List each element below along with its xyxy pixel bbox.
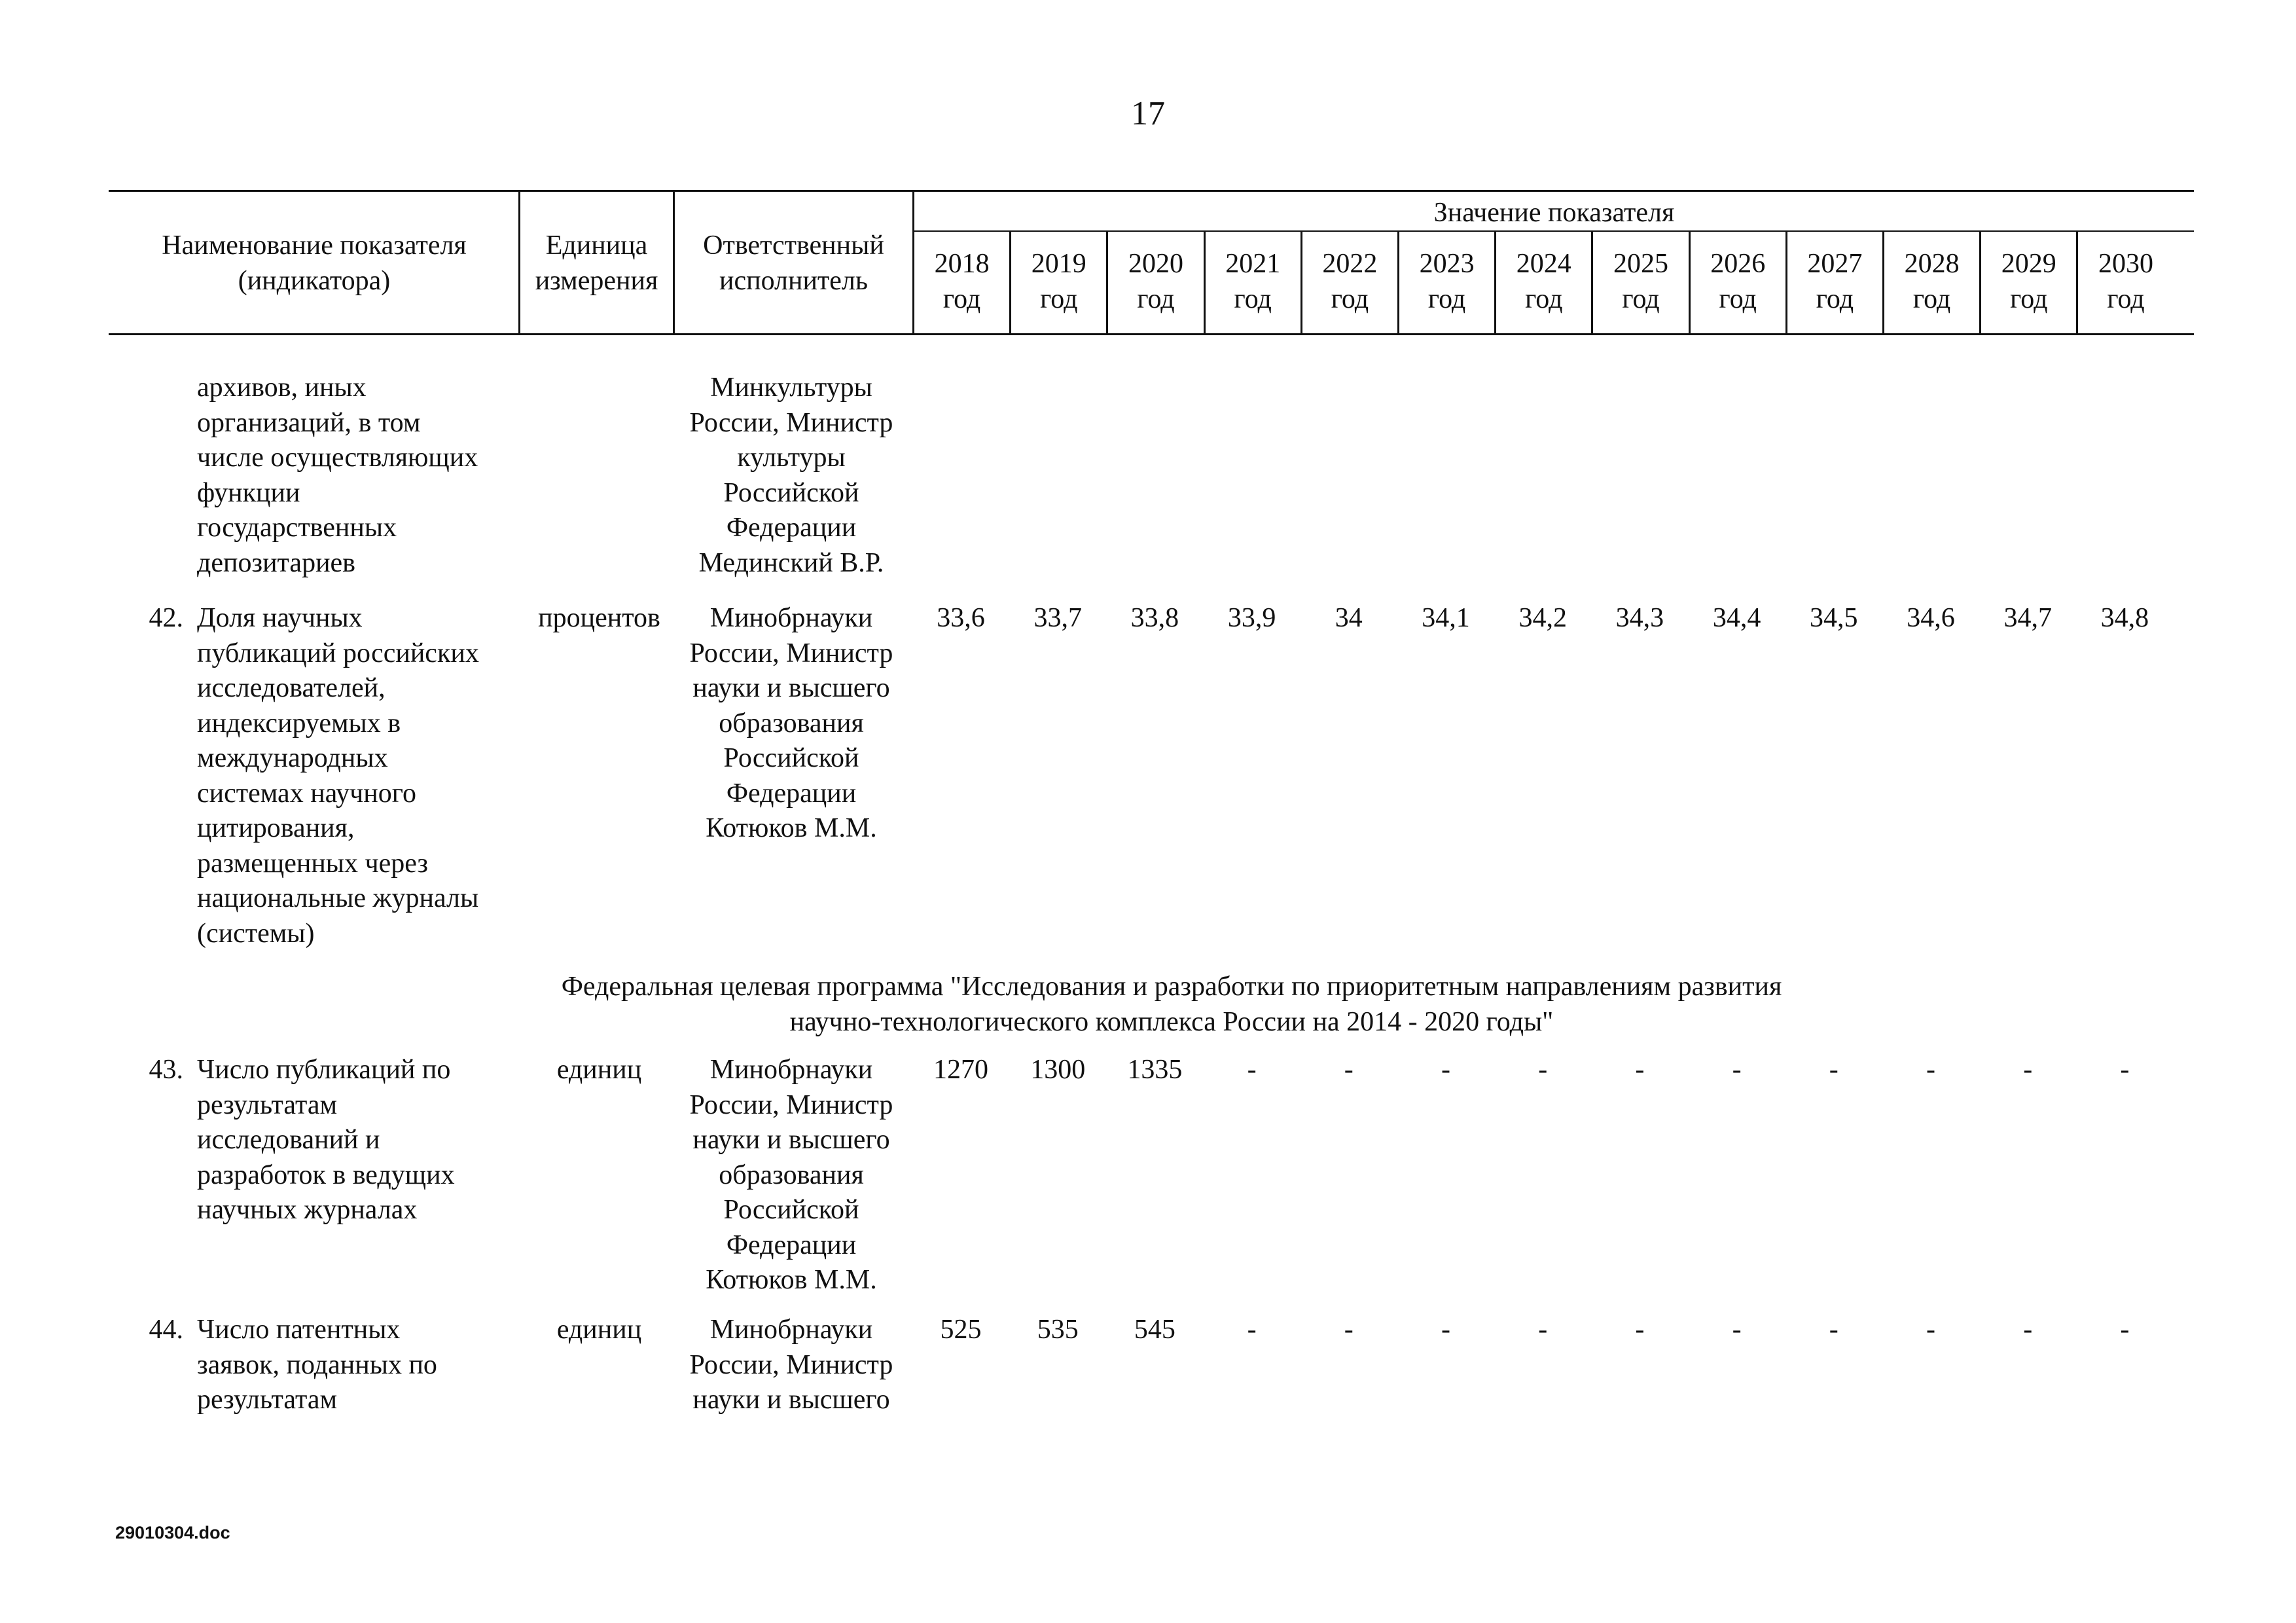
indicator-value: 1270 [933,1055,988,1085]
year-header: 2021 год [1225,249,1281,314]
indicator-value: - [2023,1055,2033,1085]
responsible-executor: Минобрнауки России, Министр науки и высшего [689,1315,893,1415]
indicator-value: - [1732,1315,1742,1345]
page-number: 17 [1131,95,1165,132]
indicator-value: 33,7 [1033,603,1082,633]
indicator-name: Число публикаций по результатам исследований и разработок в ведущих научных журналах [197,1055,455,1225]
header-mid-rule [912,230,2194,232]
indicator-value: - [1441,1055,1450,1085]
year-header: 2019 год [1031,249,1086,314]
header-value-group: Значение показателя [1433,198,1675,228]
unit-of-measure: единиц [556,1315,642,1345]
row-number: 43. [149,1055,183,1085]
year-header: 2023 год [1419,249,1475,314]
year-header: 2020 год [1128,249,1183,314]
indicator-value: 34,2 [1518,603,1567,633]
indicator-value: 34 [1335,603,1363,633]
indicator-value: - [1829,1055,1839,1085]
year-header: 2030 год [2098,249,2153,314]
indicator-value: 545 [1134,1315,1175,1345]
row-number: 44. [149,1315,183,1345]
indicator-value: 33,9 [1227,603,1276,633]
indicator-value: 33,8 [1130,603,1179,633]
header-bottom-rule [109,333,2194,335]
indicator-value: - [1926,1055,1935,1085]
indicator-value: 34,7 [2003,603,2052,633]
header-name: Наименование показателя (индикатора) [162,230,467,296]
indicator-value: - [1926,1315,1935,1345]
header-unit: Единица измерения [535,230,658,296]
indicator-name: Число патентных заявок, поданных по результатам [197,1315,437,1415]
indicator-value: 1300 [1030,1055,1086,1085]
indicator-value: 34,5 [1810,603,1858,633]
indicator-value: - [1344,1315,1354,1345]
indicator-value: - [1344,1055,1354,1085]
row-number: 42. [149,603,183,633]
indicator-value: - [1635,1315,1645,1345]
indicator-name: архивов, иных организаций, в том числе осуществляющих функции государственных депозитариев [197,373,478,578]
indicator-value: - [1732,1055,1742,1085]
indicator-value: - [1635,1055,1645,1085]
indicator-value: 34,8 [2100,603,2149,633]
indicator-value: - [1247,1315,1257,1345]
indicator-value: 34,1 [1422,603,1470,633]
indicator-value: 34,6 [1907,603,1955,633]
indicator-value: - [1538,1315,1548,1345]
responsible-executor: Минобрнауки России, Министр науки и высшего образования Российской Федерации Котюков М.М. [689,603,893,843]
section-title: Федеральная целевая программа "Исследования и разработки по приоритетным направлениям развития научно-технологического комплекса России на 2014 - 2020 годы" [561,972,1782,1037]
indicator-value: - [1247,1055,1257,1085]
year-header: 2022 год [1322,249,1378,314]
indicator-value: 34,3 [1615,603,1664,633]
responsible-executor: Минобрнауки России, Министр науки и высшего образования Российской Федерации Котюков М.М. [689,1055,893,1295]
indicator-value: - [1538,1055,1548,1085]
indicator-value: 34,4 [1712,603,1761,633]
year-header: 2018 год [934,249,990,314]
indicator-value: - [2120,1055,2130,1085]
year-header: 2027 год [1807,249,1863,314]
indicator-value: 33,6 [937,603,985,633]
year-header: 2025 год [1613,249,1668,314]
year-header: 2026 год [1710,249,1766,314]
unit-of-measure: единиц [556,1055,642,1085]
indicator-value: - [1441,1315,1450,1345]
indicator-value: 1335 [1127,1055,1183,1085]
indicator-value: - [1829,1315,1839,1345]
header-responsible: Ответственный исполнитель [703,230,884,296]
unit-of-measure: процентов [538,603,660,633]
indicator-value: 535 [1037,1315,1079,1345]
year-header: 2024 год [1516,249,1571,314]
indicator-name: Доля научных публикаций российских исследователей, индексируемых в международных системах научного цитирования, размещенных через национальные журналы (системы) [197,603,479,949]
year-header: 2028 год [1904,249,1960,314]
indicator-value: - [2023,1315,2033,1345]
indicator-value: 525 [940,1315,982,1345]
year-header: 2029 год [2001,249,2056,314]
file-name: 29010304.doc [115,1523,230,1542]
header-top-rule [109,190,2194,192]
indicator-value: - [2120,1315,2130,1345]
responsible-executor: Минкультуры России, Министр культуры Российской Федерации Мединский В.Р. [689,373,893,578]
